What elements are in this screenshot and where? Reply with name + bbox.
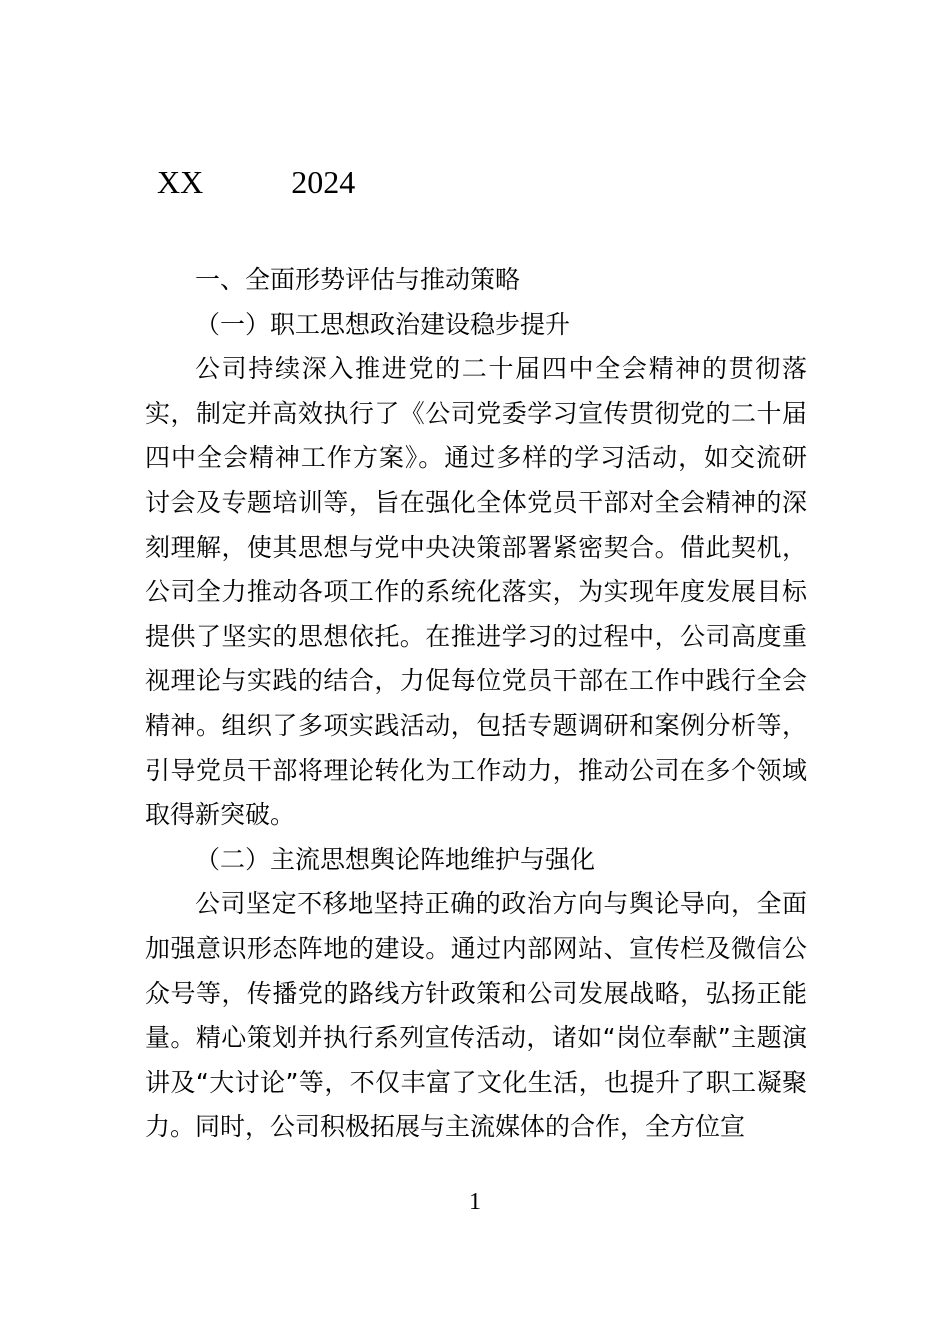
title-company: XX: [157, 164, 204, 200]
document-body: [145, 258, 807, 1150]
subsection-heading-2: （二）主流思想舆论阵地维护与强化: [195, 844, 596, 874]
subsection-heading-1: （一）职工思想政治建设稳步提升: [195, 309, 571, 339]
page-number: 1: [469, 1189, 481, 1215]
section-heading: 一、全面形势评估与推动策略: [195, 265, 521, 294]
paragraph-1: 公司持续深入推进党的二十届四中全会精神的贯彻落实，制定并高效执行了《公司党委学习宣传贯彻党的二十届四中全会精神工作方案》。通过多样的学习活动，如交流研讨会及专题培训等，旨在强化全体党员干部对全会精神的深刻理解，使其思想与党中央决策部署紧密契合。借此契机，公司全力推动各项工作的系统化落实，为实现年度发展目标提供了坚实的思想依托。在推进学习的过程中，公司高度重视理论与实践的结合，力促每位党员干部在工作中践行全会精神。组织了多项实践活动，包括专题调研和案例分析等，引导党员干部将理论转化为工作动力，推动公司在多个领域取得新突破。: [145, 354, 807, 830]
document-title: [157, 160, 355, 204]
paragraph-2: 公司坚定不移地坚持正确的政治方向与舆论导向，全面加强意识形态阵地的建设。通过内部网站、宣传栏及微信公众号等，传播党的路线方针政策和公司发展战略，弘扬正能量。精心策划并执行系列宣传活动，诸如“岗位奉献”主题演讲及“大讨论”等，不仅丰富了文化生活，也提升了职工凝聚力。同时，公司积极拓展与主流媒体的合作，全方位宣: [145, 889, 807, 1142]
title-year: 2024: [291, 164, 356, 200]
